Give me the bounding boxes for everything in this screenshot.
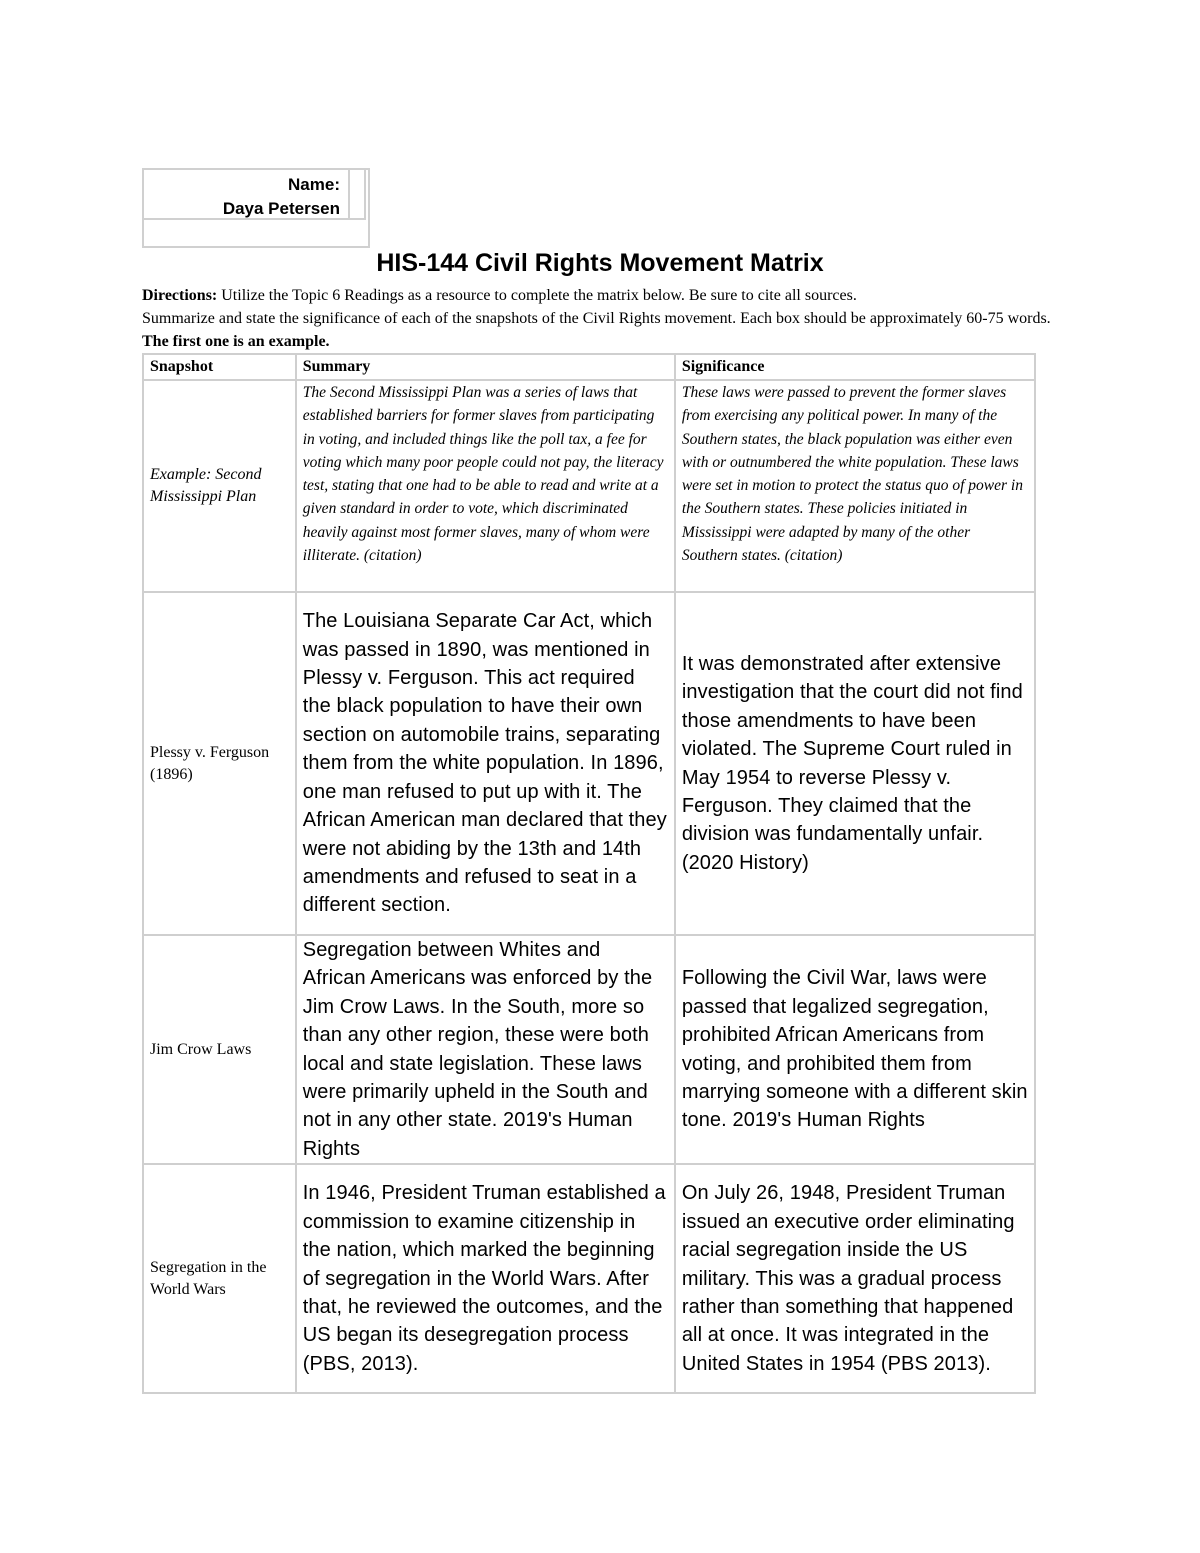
summary-cell: The Louisiana Separate Car Act, which was passed in 1890, was mentioned in Plessy v. Ferguson. This act required the black population to have their own section on automobile trains, separating them from the white population. In 1896, one man refused to put up with it. The African American man declared that they were not abiding by the 13th and 14th amendments and refused to seat in a different section. [296,592,675,935]
significance-cell: These laws were passed to prevent the former slaves from exercising any political power. In many of the Southern states, the black population was either even with or outnumbered the white population. These laws were set in motion to protect the status quo of power in the Southern states. These policies initiated in Mississippi were adapted by many of the other Southern states. (citation) [675,380,1035,592]
snapshot-cell: Jim Crow Laws [143,935,296,1164]
summary-cell: Segregation between Whites and African Americans was enforced by the Jim Crow Laws. In the South, more so than any other region, these were both local and state legislation. These laws were primarily upheld in the South and not in any other state. 2019's Human Rights [296,935,675,1164]
name-box [142,168,370,248]
snapshot-cell: Plessy v. Ferguson (1896) [143,592,296,935]
directions-bold-note: The first one is an example. [142,333,330,350]
header-significance: Significance [675,354,1035,380]
name-empty-row [144,220,368,246]
significance-cell: It was demonstrated after extensive investigation that the court did not find those amendments to have been violated. The Supreme Court ruled in May 1954 to reverse Plessy v. Ferguson. They claimed that the division was fundamentally unfair. (2020 History) [675,592,1035,935]
header-summary: Summary [296,354,675,380]
name-blank-cell [350,170,366,220]
significance-cell: Following the Civil War, laws were passed that legalized segregation, prohibited African Americans from voting, and prohibited them from marrying someone with a different skin tone. 2019's Human Rights [675,935,1035,1164]
table-row [143,592,1035,935]
significance-cell: On July 26, 1948, President Truman issued an executive order eliminating racial segregation inside the US military. This was a gradual process rather than something that happened all at once. It was integrated in the United States in 1954 (PBS 2013). [675,1164,1035,1393]
directions-line-2 [142,307,1062,353]
table-row [143,935,1035,1164]
snapshot-cell: Example: Second Mississippi Plan [143,380,296,592]
table-row [143,380,1035,592]
name-cell [144,170,350,220]
table-row [143,1164,1035,1393]
directions [142,284,1062,353]
directions-line-1 [142,284,1062,307]
directions-label: Directions: [142,287,218,304]
directions-text-2: Summarize and state the significance of each of the snapshots of the Civil Rights movement. Each box should be approximately 60-75 words. [142,310,1051,327]
summary-cell: The Second Mississippi Plan was a series of laws that established barriers for former slaves from participating in voting, and included things like the poll tax, a fee for voting which many poor people could not pay, the literacy test, stating that one had to be able to read and write at a given standard in order to vote, which discriminated heavily against most former slaves, many of whom were illiterate. (citation) [296,380,675,592]
name-label: Name: [288,175,340,194]
table-header-row [143,354,1035,380]
summary-cell: In 1946, President Truman established a commission to examine citizenship in the nation, which marked the beginning of segregation in the World Wars. After that, he reviewed the outcomes, and the US began its desegregation process (PBS, 2013). [296,1164,675,1393]
matrix-table [142,353,1036,1394]
snapshot-cell: Segregation in the World Wars [143,1164,296,1393]
directions-text-1: Utilize the Topic 6 Readings as a resource to complete the matrix below. Be sure to cite all sources. [217,287,857,304]
student-name: Daya Petersen [222,199,340,218]
header-snapshot: Snapshot [143,354,296,380]
page-title: HIS-144 Civil Rights Movement Matrix [376,249,824,277]
